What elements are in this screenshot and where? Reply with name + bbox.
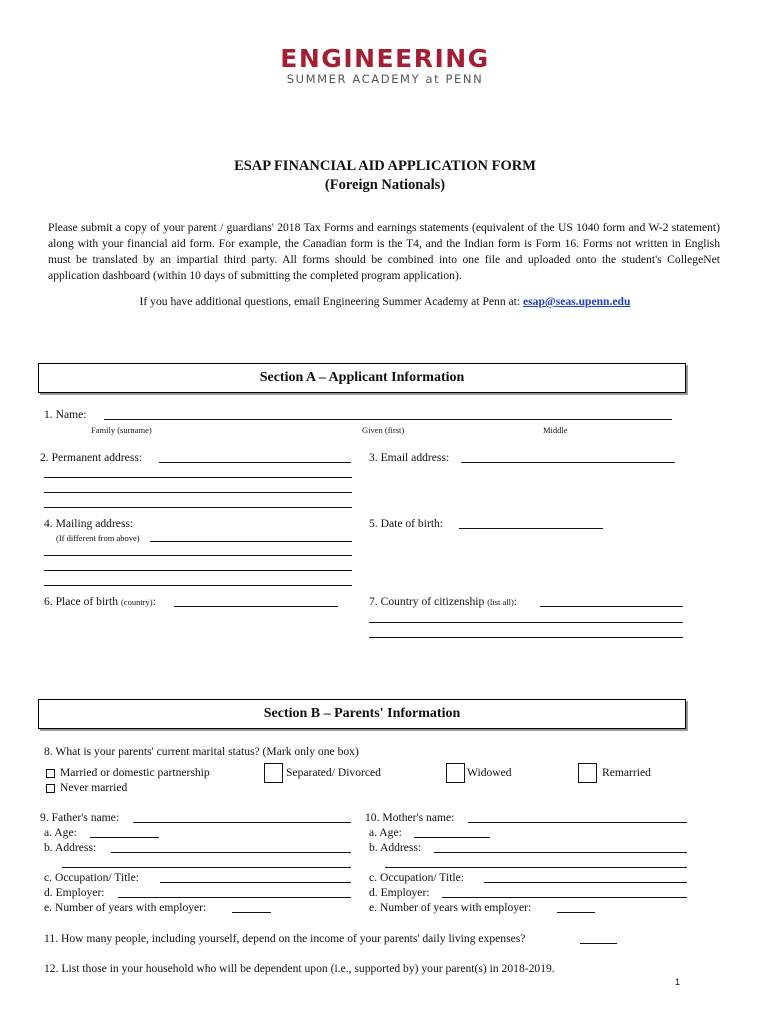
married-label: Married or domestic partnership: [60, 766, 210, 779]
father-name-label: 9. Father's name:: [40, 811, 120, 824]
mother-age-line[interactable]: [414, 837, 490, 838]
mother-address-label: b. Address:: [369, 841, 422, 854]
father-employer-label: d. Employer:: [44, 886, 105, 899]
mother-employer-line[interactable]: [442, 897, 687, 898]
q11-line[interactable]: [580, 943, 617, 944]
father-years-label: e. Number of years with employer:: [44, 901, 207, 914]
citizenship-line-2[interactable]: [369, 622, 683, 623]
permanent-address-line-1[interactable]: [159, 462, 351, 463]
pob-line[interactable]: [174, 606, 338, 607]
contact-text: If you have additional questions, email Engineering Summer Academy at Penn at:: [139, 295, 524, 308]
page-number: 1: [674, 977, 680, 987]
permanent-address-line-2[interactable]: [44, 477, 352, 478]
citizenship-note: (list all): [487, 597, 514, 607]
email-label: 3. Email address:: [369, 451, 450, 464]
middle-label: Middle: [543, 425, 568, 435]
permanent-address-line-3[interactable]: [44, 492, 352, 493]
widowed-label: Widowed: [467, 766, 512, 779]
form-title: ESAP FINANCIAL AID APPLICATION FORM: [234, 158, 536, 174]
mailing-address-label: 4. Mailing address:: [44, 517, 134, 530]
father-name-line[interactable]: [133, 822, 351, 823]
father-years-line[interactable]: [232, 912, 271, 913]
remarried-checkbox[interactable]: [578, 763, 597, 783]
never-married-label: Never married: [60, 781, 128, 794]
contact-line: [0, 295, 770, 308]
mailing-address-line-1[interactable]: [150, 541, 352, 542]
dob-line[interactable]: [459, 528, 603, 529]
citizenship-label: 7. Country of citizenship (list all):: [369, 595, 518, 608]
never-married-checkbox[interactable]: [46, 784, 55, 793]
pob-note: (country): [120, 597, 153, 607]
mother-name-line[interactable]: [468, 822, 687, 823]
separated-label: Separated/ Divorced: [286, 766, 381, 779]
intro-paragraph: Please submit a copy of your parent / guardians' 2018 Tax Forms and earnings statements (equivalent of the US 1040 form and W-2 statement) along with your financial aid form. For example, the Canadian form is the T4, and the Indian form is Form 16. Forms not written in English must be translated by an impartial third party. All forms should be combined into one file and uploaded onto the student's CollegeNet application dashboard (within 10 days of submitting the completed program application).: [48, 221, 720, 282]
father-occupation-label: c. Occupation/ Title:: [44, 871, 139, 884]
mother-age-label: a. Age:: [369, 826, 402, 839]
mother-employer-label: d. Employer:: [369, 886, 430, 899]
mailing-address-line-2[interactable]: [44, 555, 352, 556]
mother-name-label: 10. Mother's name:: [365, 811, 455, 824]
father-employer-line[interactable]: [118, 897, 351, 898]
remarried-label: Remarried: [602, 766, 651, 779]
q8-label: 8. What is your parents' current marital status? (Mark only one box): [44, 745, 359, 758]
married-checkbox[interactable]: [46, 769, 55, 778]
mother-occupation-label: c. Occupation/ Title:: [369, 871, 464, 884]
contact-email-link[interactable]: esap@seas.upenn.edu: [523, 295, 631, 308]
mother-address-line-1[interactable]: [434, 852, 687, 853]
name-line[interactable]: [104, 419, 672, 420]
father-age-label: a. Age:: [44, 826, 77, 839]
citizenship-line-3[interactable]: [369, 637, 683, 638]
permanent-address-line-4[interactable]: [44, 507, 352, 508]
dob-label: 5. Date of birth:: [369, 517, 444, 530]
form-subtitle: (Foreign Nationals): [324, 177, 446, 193]
mailing-address-line-3[interactable]: [44, 570, 352, 571]
logo-subtitle: SUMMER ACADEMY at PENN: [286, 72, 484, 86]
name-label: 1. Name:: [44, 408, 87, 421]
mailing-address-line-4[interactable]: [44, 585, 352, 586]
citizenship-label-text: 7. Country of citizenship: [369, 595, 485, 608]
q12-label: 12. List those in your household who will be dependent upon (i.e., supported by) your parent(s) in 2018-2019.: [44, 962, 555, 975]
mother-occupation-line[interactable]: [484, 882, 687, 883]
family-label: Family (surname): [91, 425, 152, 435]
separated-checkbox[interactable]: [264, 763, 283, 783]
father-occupation-line[interactable]: [160, 882, 351, 883]
q11-label: 11. How many people, including yourself, depend on the income of your parents' daily living expenses?: [44, 932, 526, 945]
permanent-address-label: 2. Permanent address:: [40, 451, 143, 464]
mother-address-line-2[interactable]: [385, 867, 687, 868]
given-label: Given (first): [362, 425, 405, 435]
father-address-line-1[interactable]: [111, 852, 351, 853]
widowed-checkbox[interactable]: [446, 763, 465, 783]
mother-years-line[interactable]: [557, 912, 595, 913]
pob-label-text: 6. Place of birth: [44, 595, 119, 608]
father-address-line-2[interactable]: [62, 867, 351, 868]
section-b-header: Section B – Parents' Information: [38, 699, 686, 729]
mother-years-label: e. Number of years with employer:: [369, 901, 532, 914]
mailing-note: (If different from above): [56, 533, 140, 543]
pob-label: 6. Place of birth (country):: [44, 595, 156, 608]
section-a-header: Section A – Applicant Information: [38, 363, 686, 393]
email-line[interactable]: [461, 462, 675, 463]
citizenship-line-1[interactable]: [540, 606, 683, 607]
logo-engineering: ENGINEERING: [280, 44, 490, 73]
father-address-label: b. Address:: [44, 841, 97, 854]
father-age-line[interactable]: [90, 837, 159, 838]
